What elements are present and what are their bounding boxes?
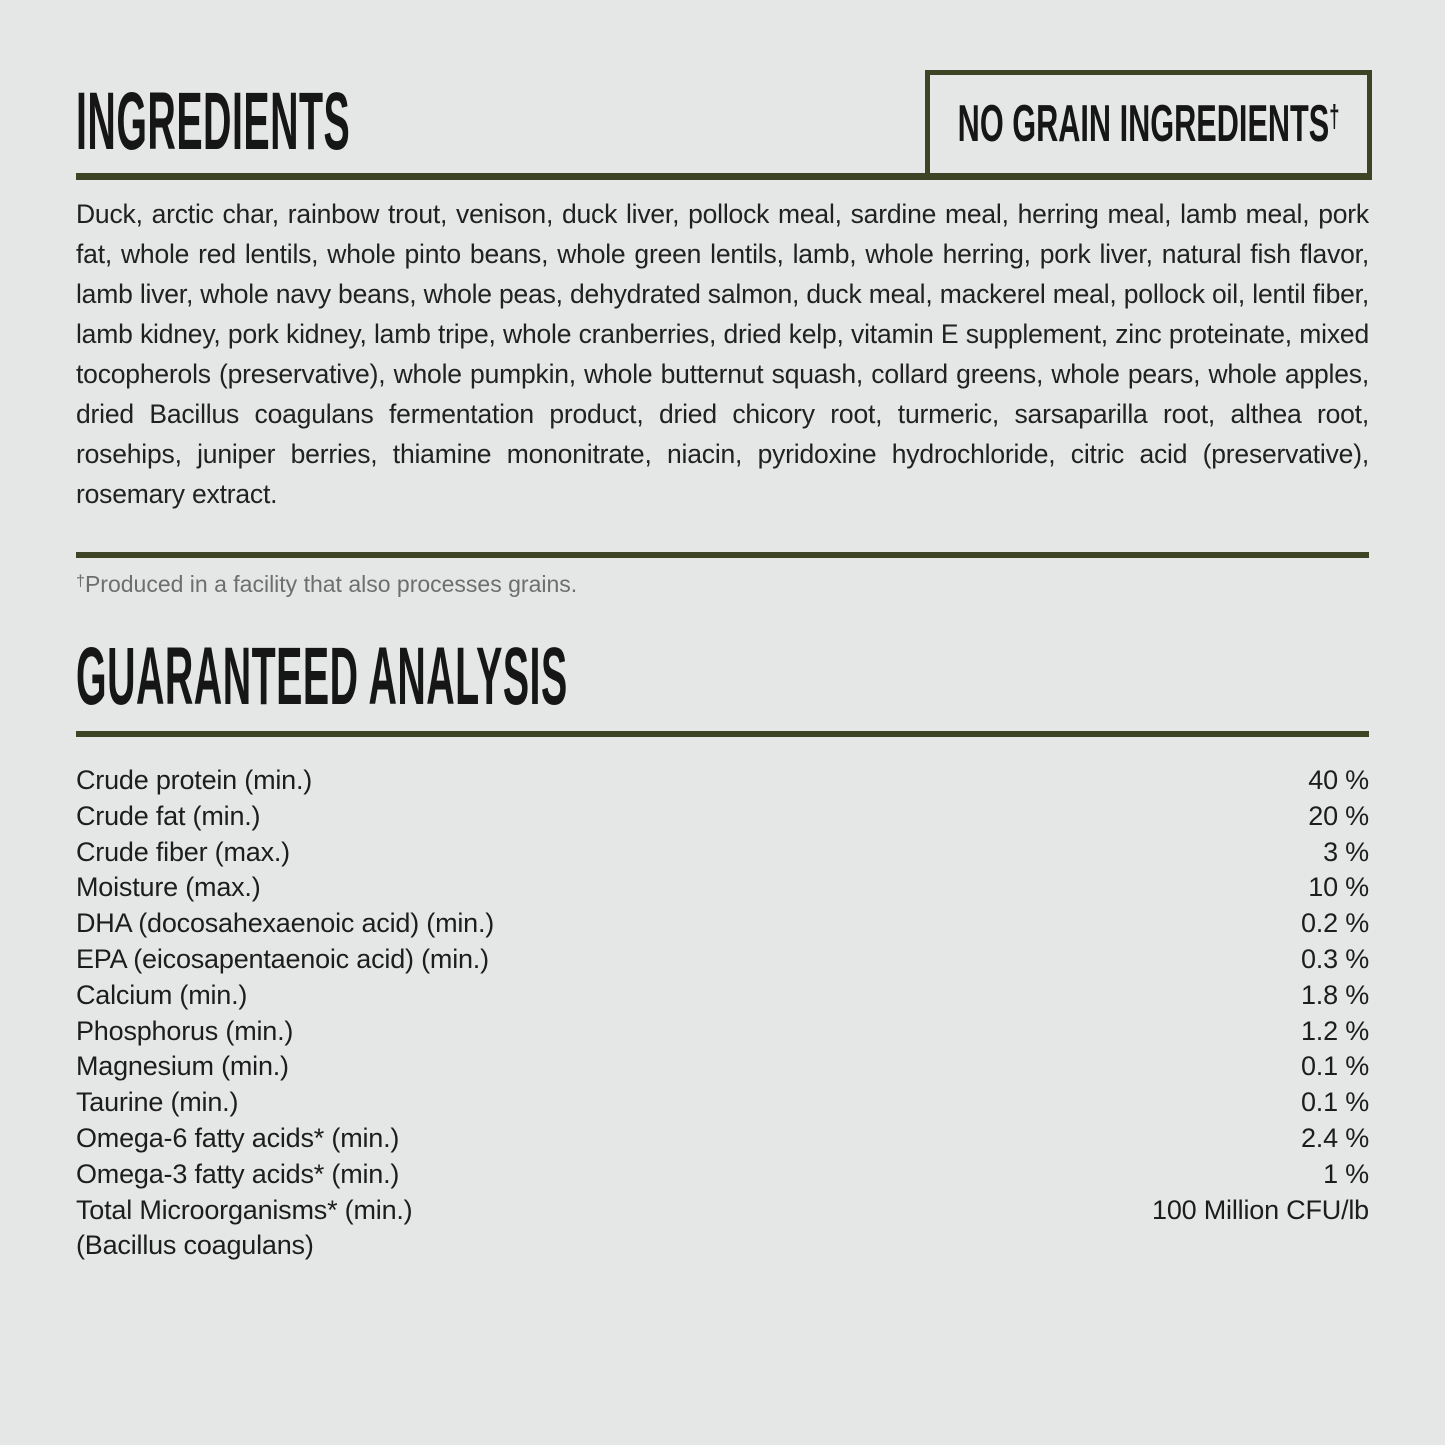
table-row <box>76 1228 1369 1264</box>
table-row <box>76 906 1369 942</box>
analysis-value: 0.2 % <box>1300 908 1369 939</box>
table-row <box>76 1121 1369 1157</box>
analysis-label: Crude fiber (max.) <box>76 836 290 867</box>
analysis-value: 0.1 % <box>1300 1051 1369 1082</box>
footnote-text: Produced in a facility that also processes grains. <box>84 571 578 597</box>
ingredients-section-title <box>76 76 647 167</box>
analysis-value: 0.3 % <box>1300 943 1369 974</box>
guaranteed-analysis-table <box>76 763 1369 1264</box>
footnote-divider-rule <box>76 552 1369 558</box>
no-grain-badge <box>925 70 1372 178</box>
analysis-label: Total Microorganisms* (min.) <box>76 1194 413 1225</box>
no-grain-badge-text <box>957 95 1340 153</box>
analysis-label: (Bacillus coagulans) <box>76 1230 314 1261</box>
ingredients-divider-rule <box>76 173 1372 180</box>
analysis-label: Crude protein (min.) <box>76 765 313 795</box>
table-row <box>76 1014 1369 1050</box>
analysis-label: Omega-6 fatty acids* (min.) <box>76 1122 400 1153</box>
no-grain-badge-label: NO GRAIN INGREDIENTS <box>957 95 1330 153</box>
analysis-value: 0.1 % <box>1300 1087 1369 1118</box>
table-row <box>76 1193 1369 1229</box>
analysis-value: 1.8 % <box>1300 979 1369 1010</box>
guaranteed-analysis-title-text: GUARANTEED ANALYSIS <box>76 631 568 722</box>
analysis-value: 40 % <box>1308 765 1369 795</box>
analysis-label: Taurine (min.) <box>76 1087 239 1118</box>
analysis-label: Magnesium (min.) <box>76 1051 289 1082</box>
table-row <box>76 1049 1369 1085</box>
table-row <box>76 1157 1369 1193</box>
table-row <box>76 799 1369 835</box>
analysis-label: Omega-3 fatty acids* (min.) <box>76 1158 400 1189</box>
analysis-value: 1 % <box>1323 1158 1369 1189</box>
analysis-value: 2.4 % <box>1300 1122 1369 1153</box>
analysis-divider-rule <box>76 731 1369 737</box>
footnote-dagger: † <box>76 572 85 590</box>
analysis-value: 10 % <box>1308 872 1369 903</box>
table-row <box>76 942 1369 978</box>
table-row <box>76 763 1369 799</box>
analysis-label: DHA (docosahexaenoic acid) (min.) <box>76 908 495 939</box>
table-row <box>76 978 1369 1014</box>
analysis-value: 1.2 % <box>1300 1015 1369 1046</box>
table-row <box>76 835 1369 871</box>
analysis-value: 100 Million CFU/lb <box>1152 1194 1369 1225</box>
no-grain-badge-dagger: † <box>1329 99 1340 134</box>
grain-facility-footnote <box>76 566 577 599</box>
analysis-value: 20 % <box>1308 800 1369 831</box>
table-row <box>76 870 1369 906</box>
table-row <box>76 1085 1369 1121</box>
analysis-label: EPA (eicosapentaenoic acid) (min.) <box>76 943 489 974</box>
guaranteed-analysis-section-title <box>76 631 1100 722</box>
analysis-value: 3 % <box>1323 836 1369 867</box>
analysis-label: Crude fat (min.) <box>76 800 261 831</box>
analysis-label: Phosphorus (min.) <box>76 1015 294 1046</box>
ingredients-section-title-text: INGREDIENTS <box>76 76 351 167</box>
ingredients-list-text: Duck, arctic char, rainbow trout, venison, duck liver, pollock meal, sardine meal, herring meal, lamb meal, pork fat, whole red lentils, whole pinto beans, whole green lentils, lamb, whole herring, pork liver, natural fish flavor, lamb liver, whole navy beans, whole peas, dehydrated salmon, duck meal, mackerel meal, pollock oil, lentil fiber, lamb kidney, pork kidney, lamb tripe, whole cranberries, dried kelp, vitamin E supplement, zinc proteinate, mixed tocopherols (preservative), whole pumpkin, whole butternut squash, collard greens, whole pears, whole apples, dried Bacillus coagulans fermentation product, dried chicory root, turmeric, sarsaparilla root, althea root, rosehips, juniper berries, thiamine mononitrate, niacin, pyridoxine hydrochloride, citric acid (preservative), rosemary extract. <box>76 199 1369 509</box>
analysis-label: Moisture (max.) <box>76 872 261 903</box>
analysis-label: Calcium (min.) <box>76 979 248 1010</box>
